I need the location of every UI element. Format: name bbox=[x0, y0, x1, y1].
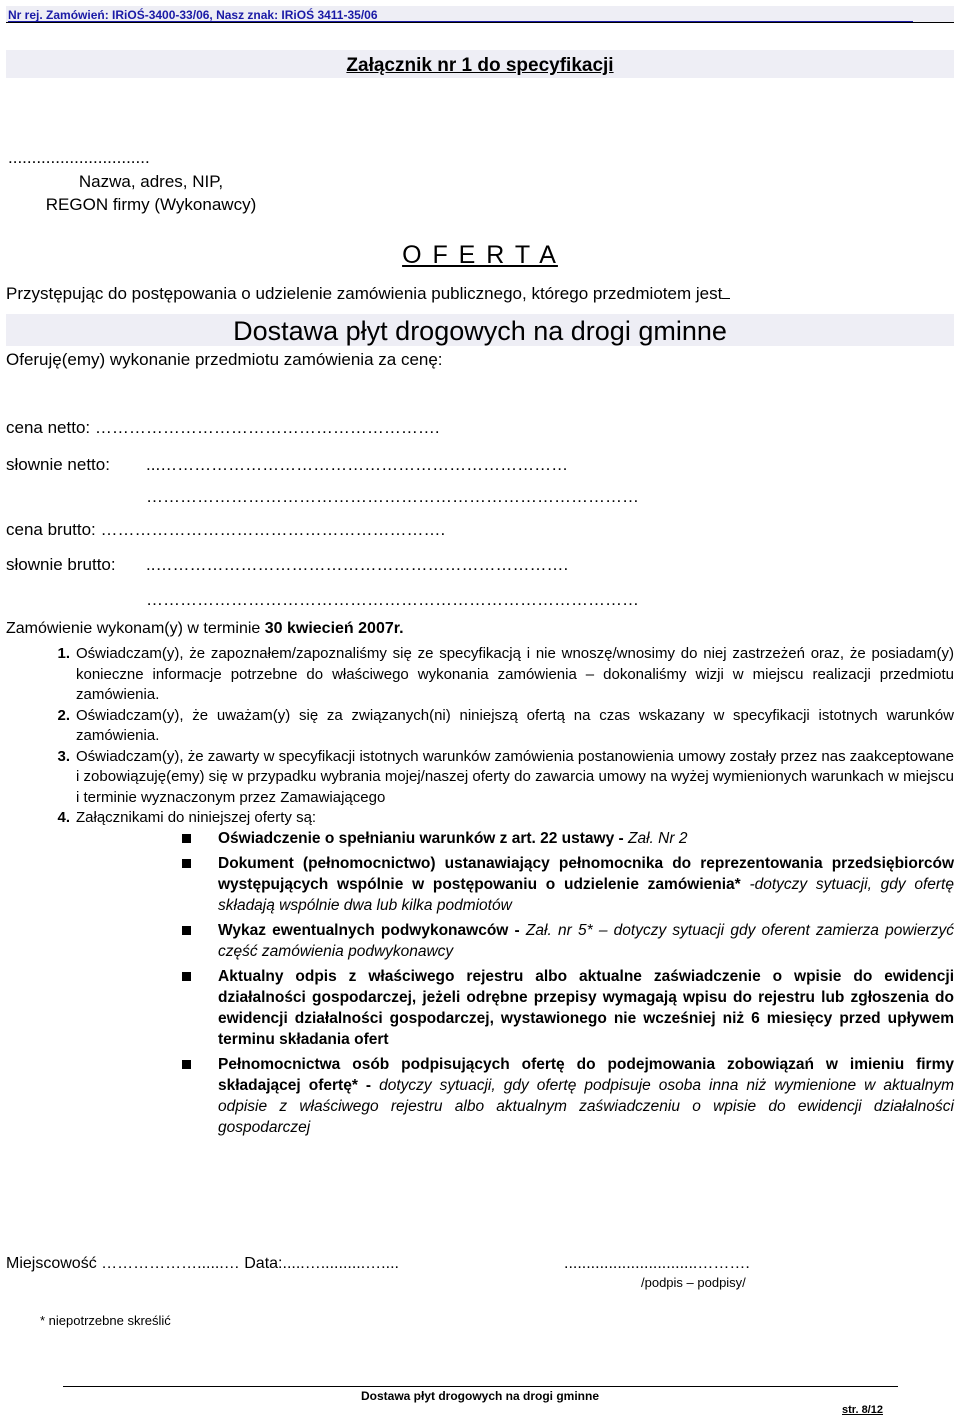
clause-item bbox=[6, 747, 954, 809]
page-number: str. 8/12 bbox=[842, 1404, 883, 1416]
clause-item bbox=[6, 808, 954, 829]
footnote: * niepotrzebne skreślić bbox=[40, 1313, 171, 1328]
attachment-bold: Aktualny odpis z właściwego rejestru albo aktualne zaświadczenie o wpisie do ewidencji działalności gospodarczej, jeżeli odrębne przepisy wymagają wpisu do rejestru lub zgłoszenia do ewidencji działalności gospodarczej, wystawionego nie wcześniej niż 6 miesięcy przed upływem terminu składania ofert bbox=[218, 968, 954, 1048]
footer-divider bbox=[63, 1386, 898, 1387]
gross-words-dots-1[interactable]: ..………………………………………………………………. bbox=[146, 555, 569, 574]
clause-number: 1. bbox=[57, 645, 70, 662]
clauses-list bbox=[6, 644, 954, 829]
signature-field[interactable]: ..............................………. bbox=[564, 1255, 750, 1272]
intro-text bbox=[6, 284, 730, 304]
attachment-italic: dotyczy sytuacji, gdy ofertę podpisuje osoba inna niż wymienione w aktualnym odpisie z właściwego rejestru albo aktualnym zaświadczeniu o wpisie do ewidencji działalności gospodarczej bbox=[218, 1077, 954, 1136]
contractor-label-line2: REGON firmy (Wykonawcy) bbox=[45, 195, 257, 214]
attachment-italic: Zał. nr 5* – dotyczy sytuacji gdy oferent zamierza powierzyć część zamówienia podwykonawcy bbox=[218, 922, 954, 960]
signature-label: /podpis – podpisy/ bbox=[641, 1275, 746, 1290]
square-bullet-icon bbox=[182, 853, 218, 916]
net-words-label: słownie netto: bbox=[6, 455, 110, 474]
net-price-dots[interactable]: ……………………………………………………. bbox=[94, 418, 440, 437]
clause-item bbox=[6, 706, 954, 747]
header-reference: Nr rej. Zamówień: IRiOŚ-3400-33/06, Nasz znak: IRiOŚ 3411-35/06 bbox=[8, 8, 378, 22]
square-bullet-icon bbox=[182, 920, 218, 962]
attachment-italic: Zał. Nr 2 bbox=[623, 830, 688, 847]
clause-text: Oświadczam(y), że uważam(y) się za związanych(ni) niniejszą ofertą na czas wskazany w specyfikacji istotnych warunków zamówienia. bbox=[76, 706, 954, 744]
deadline bbox=[6, 620, 404, 638]
gross-words-label: słownie brutto: bbox=[6, 555, 116, 574]
attachments-list bbox=[182, 828, 954, 1142]
net-price-label: cena netto: bbox=[6, 418, 91, 437]
gross-price-row bbox=[6, 520, 445, 540]
attachment-italic: -dotyczy sytuacji, gdy ofertę składają wspólnie dwa lub kilka podmiotów bbox=[218, 876, 954, 914]
intro-text-content: Przystępując do postępowania o udzielenie zamówienia publicznego, którego przedmiotem jest bbox=[6, 284, 723, 303]
attachment-item bbox=[182, 853, 954, 916]
subject-title: Dostawa płyt drogowych na drogi gminne bbox=[233, 316, 727, 346]
net-price-row bbox=[6, 418, 440, 438]
offer-text: Oferuję(emy) wykonanie przedmiotu zamówienia za cenę: bbox=[6, 350, 443, 369]
contractor-label-line1: Nazwa, adres, NIP, bbox=[78, 172, 224, 191]
attachment-bold: Dokument (pełnomocnictwo) ustanawiający pełnomocnika do reprezentowania przedsiębiorców występujących wspólnie w postępowaniu o udzielenie zamówienia* bbox=[218, 855, 954, 893]
square-bullet-icon bbox=[182, 828, 218, 849]
contractor-label bbox=[6, 170, 296, 216]
clause-number: 3. bbox=[57, 747, 70, 765]
attachment-title: Załącznik nr 1 do specyfikacji bbox=[346, 55, 614, 76]
attachment-item bbox=[182, 920, 954, 962]
place-date-field[interactable]: Miejscowość ………………......… Data:.....…..........….... bbox=[6, 1255, 399, 1272]
square-bullet-icon bbox=[182, 1054, 218, 1138]
square-bullet-icon bbox=[182, 966, 218, 1050]
clause-item bbox=[6, 644, 954, 706]
clause-number: 2. bbox=[57, 706, 70, 724]
attachment-item bbox=[182, 828, 954, 849]
gross-price-label: cena brutto: bbox=[6, 520, 96, 539]
attachment-item bbox=[182, 966, 954, 1050]
deadline-label: Zamówienie wykonam(y) w terminie bbox=[6, 620, 261, 637]
attachment-bold: Wykaz ewentualnych podwykonawców - bbox=[218, 922, 520, 939]
net-words-dots-1[interactable]: ...……………………………………………………………… bbox=[146, 455, 569, 474]
clause-text: Oświadczam(y), że zawarty w specyfikacji istotnych warunków zamówienia postanowienia umowy zostały przez nas zaakceptowane i zobowiązuję(emy) się w przypadku wybrania mojej/naszej oferty do zawarcia umowy na wyżej wymienionych warunkach w miejscu i terminie wyznaczonym przez Zamawiającego bbox=[76, 747, 954, 806]
gross-words-dots-2[interactable]: …………………………………………………………………………… bbox=[146, 590, 639, 609]
attachment-bold: Pełnomocnictwa osób podpisujących ofertę do podejmowania zobowiązań w imieniu firmy składającej ofertę* - bbox=[218, 1056, 954, 1094]
net-words-dots-2[interactable]: …………………………………………………………………………… bbox=[146, 487, 639, 506]
clause-text: Załącznikami do niniejszej oferty są: bbox=[76, 809, 317, 826]
footer-title: Dostawa płyt drogowych na drogi gminne bbox=[360, 1389, 600, 1403]
contractor-dots: .............................. bbox=[8, 148, 150, 167]
clause-text: Oświadczam(y), że zapoznałem/zapoznaliśmy się ze specyfikacją i nie wnoszę/wnosimy do niej zastrzeżeń oraz, że posiadam(y) konieczne informacje potrzebne do właściwego wykonania zamówienia – dokonaliśmy wizji w miejscu realizacji przedmiotu zamówienia. bbox=[76, 645, 954, 703]
clause-number: 4. bbox=[57, 809, 70, 826]
gross-price-dots[interactable]: ……………………………………………………. bbox=[100, 520, 446, 539]
offer-title: O F E R T A bbox=[402, 241, 558, 269]
intro-underline bbox=[722, 284, 730, 299]
attachment-bold: Oświadczenie o spełnianiu warunków z art. 22 ustawy - bbox=[218, 830, 624, 847]
deadline-value: 30 kwiecień 2007r. bbox=[264, 620, 404, 637]
header-underline bbox=[8, 21, 913, 22]
attachment-item bbox=[182, 1054, 954, 1138]
